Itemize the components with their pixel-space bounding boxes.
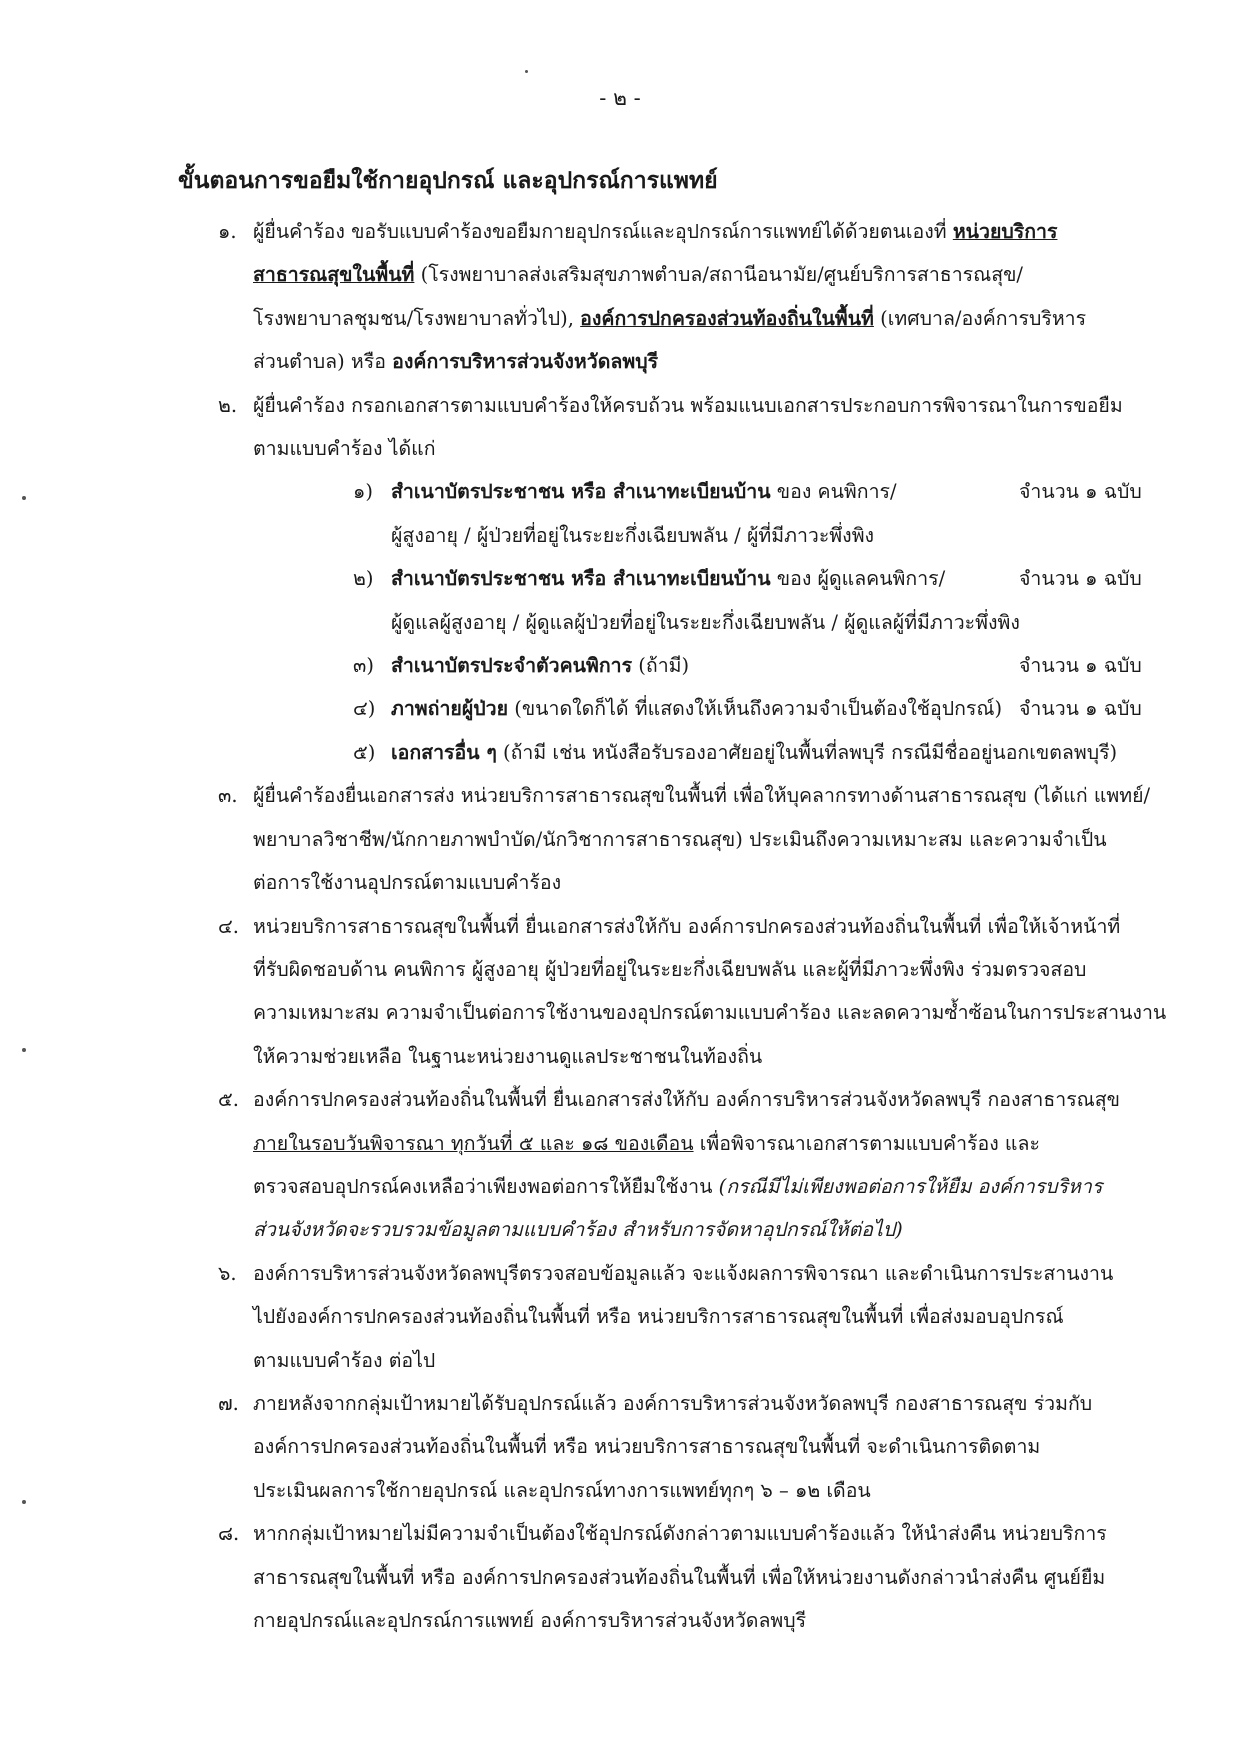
- text-run: ภาพถ่ายผู้ป่วย: [391, 697, 509, 721]
- step-number: ๔.: [218, 914, 239, 938]
- text-run: (ถ้ามี): [632, 654, 690, 678]
- procedure-steps: [218, 210, 1173, 1642]
- step-text-line: [253, 1512, 1173, 1555]
- text-run: ผู้ยื่นคำร้อง กรอกเอกสารตามแบบคำร้องให้ครบถ้วน พร้อมแนบเอกสารประกอบการพิจารณาในการขอยืม: [253, 393, 1123, 417]
- procedure-step: [218, 774, 1173, 904]
- step-text-line: [253, 1556, 1173, 1599]
- text-run: ความเหมาะสม ความจำเป็นต่อการใช้งานของอุปกรณ์ตามแบบคำร้อง และลดความซ้ำซ้อนในการประสานงาน: [253, 1001, 1167, 1025]
- text-run: สำเนาบัตรประจำตัวคนพิการ: [391, 654, 633, 678]
- text-run: เพื่อพิจารณาเอกสารตามแบบคำร้อง และ: [693, 1131, 1040, 1155]
- procedure-step: [218, 1512, 1173, 1642]
- text-run: หน่วยบริการสาธารณสุขในพื้นที่ ยื่นเอกสารส่งให้กับ องค์การปกครองส่วนท้องถิ่นในพื้นที่ เพื่อให้เจ้าหน้าที่: [253, 914, 1121, 938]
- step-text-line: [253, 1469, 1173, 1512]
- text-run: ของ ผู้ดูแลคนพิการ/: [770, 567, 946, 591]
- step-text-line: [253, 1382, 1173, 1425]
- required-document-item: [253, 731, 1173, 774]
- document-text-line: [353, 687, 1173, 730]
- procedure-step: [218, 1252, 1173, 1382]
- step-text-line: [253, 1208, 1173, 1251]
- document-number: ๒): [353, 567, 374, 591]
- text-run: สาธารณสุขในพื้นที่ หรือ องค์การปกครองส่วนท้องถิ่นในพื้นที่ เพื่อให้หน่วยงานดังกล่าวนำส่งคืน ศูนย์ยืม: [253, 1565, 1106, 1589]
- document-number: ๕): [353, 740, 376, 764]
- text-run: ผู้ดูแลผู้สูงอายุ / ผู้ดูแลผู้ป่วยที่อยู่ในระยะกึ่งเฉียบพลัน / ผู้ดูแลผู้ที่มีภาวะพึ่งพิง: [391, 610, 1020, 634]
- step-text-line: [253, 210, 1173, 253]
- procedure-step: [218, 1078, 1173, 1252]
- step-text-line: [253, 1599, 1173, 1642]
- text-run: ผู้สูงอายุ / ผู้ป่วยที่อยู่ในระยะกึ่งเฉียบพลัน / ผู้ที่มีภาวะพึ่งพิง: [391, 523, 875, 547]
- document-text-line: [353, 731, 1173, 774]
- step-text-line: [253, 1035, 1173, 1078]
- text-run: หน่วยบริการ: [952, 220, 1058, 243]
- text-run: หากกลุ่มเป้าหมายไม่มีความจำเป็นต้องใช้อุปกรณ์ดังกล่าวตามแบบคำร้องแล้ว ให้นำส่งคืน หน่วยบริการ: [253, 1522, 1107, 1546]
- procedure-step: [218, 1382, 1173, 1512]
- text-run: พยาบาลวิชาชีพ/นักกายภาพบำบัด/นักวิชาการสาธารณสุข) ประเมินถึงความเหมาะสม และความจำเป็น: [253, 827, 1107, 851]
- page-title: ขั้นตอนการขอยืมใช้กายอุปกรณ์ และอุปกรณ์การแพทย์: [178, 167, 718, 194]
- step-text-line: [253, 905, 1173, 948]
- step-text-line: [253, 427, 1173, 470]
- copies-count: จำนวน ๑ ฉบับ: [1019, 697, 1142, 721]
- step-number: ๕.: [218, 1088, 239, 1112]
- text-run: ต่อการใช้งานอุปกรณ์ตามแบบคำร้อง: [253, 871, 562, 895]
- step-text-line: [253, 1295, 1173, 1338]
- step-text-line: [253, 861, 1173, 904]
- text-run: ผู้ยื่นคำร้องยื่นเอกสารส่ง หน่วยบริการสาธารณสุขในพื้นที่ เพื่อให้บุคลากรทางด้านสาธารณสุข (ได้แก่ แพทย์/: [253, 784, 1151, 808]
- step-text-line: [253, 948, 1173, 991]
- text-run: (เทศบาล/องค์การบริหาร: [873, 306, 1087, 330]
- text-run: ภายในรอบวันพิจารณา ทุกวันที่ ๕ และ ๑๘ ของเดือน: [253, 1131, 694, 1155]
- procedure-step: [218, 384, 1173, 775]
- step-number: ๘.: [218, 1522, 240, 1546]
- step-number: ๒.: [218, 393, 238, 417]
- text-run: (ถ้ามี เช่น หนังสือรับรองอาศัยอยู่ในพื้นที่ลพบุรี กรณีมีชื่ออยู่นอกเขตลพบุรี): [496, 740, 1118, 764]
- text-run: ภายหลังจากกลุ่มเป้าหมายได้รับอุปกรณ์แล้ว องค์การบริหารส่วนจังหวัดลพบุรี กองสาธารณสุข ร่วมกับ: [253, 1391, 1093, 1415]
- text-run: ส่วนตำบล) หรือ: [253, 350, 393, 374]
- document-text-line: [353, 644, 1173, 687]
- text-run: ไปยังองค์การปกครองส่วนท้องถิ่นในพื้นที่ หรือ หน่วยบริการสาธารณสุขในพื้นที่ เพื่อส่งมอบอุปกรณ์: [253, 1305, 1064, 1329]
- document-text-line: [353, 514, 1173, 557]
- text-run: สำเนาบัตรประชาชน หรือ สำเนาทะเบียนบ้าน: [391, 480, 771, 504]
- text-run: ตรวจสอบอุปกรณ์คงเหลือว่าเพียงพอต่อการให้ยืมใช้งาน: [253, 1174, 719, 1198]
- text-run: ตามแบบคำร้อง ได้แก่: [253, 437, 436, 461]
- copies-count: จำนวน ๑ ฉบับ: [1019, 480, 1142, 504]
- document-number: ๔): [353, 697, 376, 721]
- text-run: องค์การบริหารส่วนจังหวัดลพบุรี: [392, 350, 659, 374]
- step-text-line: [253, 1078, 1173, 1121]
- document-text-line: [353, 557, 1173, 600]
- required-documents-list: [253, 470, 1173, 774]
- document-number: ๑): [353, 480, 373, 504]
- text-run: องค์การปกครองส่วนท้องถิ่นในพื้นที่ หรือ หน่วยบริการสาธารณสุขในพื้นที่ จะดำเนินการติดตาม: [253, 1435, 1041, 1459]
- step-text-line: [253, 1122, 1173, 1165]
- step-text-line: [253, 1165, 1173, 1208]
- text-run: เอกสารอื่น ๆ: [391, 740, 497, 764]
- text-run: องค์การบริหารส่วนจังหวัดลพบุรีตรวจสอบข้อมูลแล้ว จะแจ้งผลการพิจารณา และดำเนินการประสานงาน: [253, 1261, 1114, 1285]
- required-document-item: [253, 557, 1173, 644]
- step-number: ๓.: [218, 784, 238, 808]
- procedure-step: [218, 210, 1173, 384]
- text-run: ผู้ยื่นคำร้อง ขอรับแบบคำร้องขอยืมกายอุปกรณ์และอุปกรณ์การแพทย์ได้ด้วยตนเองที่: [253, 220, 953, 243]
- text-run: ส่วนจังหวัดจะรวบรวมข้อมูลตามแบบคำร้อง สำหรับการจัดหาอุปกรณ์ให้ต่อไป): [253, 1218, 903, 1242]
- step-text-line: [253, 340, 1173, 383]
- text-run: ที่รับผิดชอบด้าน คนพิการ ผู้สูงอายุ ผู้ป่วยที่อยู่ในระยะกึ่งเฉียบพลัน และผู้ที่มีภาวะพึ่งพิง ร่วมตรวจสอบ: [253, 957, 1087, 981]
- procedure-step: [218, 905, 1173, 1079]
- scan-speck: [22, 496, 26, 500]
- document-number: ๓): [353, 654, 374, 678]
- step-number: ๗.: [218, 1391, 239, 1415]
- document-text-line: [353, 470, 1173, 513]
- text-run: สำเนาบัตรประชาชน หรือ สำเนาทะเบียนบ้าน: [391, 567, 771, 591]
- text-run: (ขนาดใดก็ได้ ที่แสดงให้เห็นถึงความจำเป็นต้องใช้อุปกรณ์): [508, 697, 1003, 721]
- text-run: (โรงพยาบาลส่งเสริมสุขภาพตำบล/สถานีอนามัย/ศูนย์บริการสาธารณสุข/: [414, 263, 1024, 287]
- text-run: ให้ความช่วยเหลือ ในฐานะหน่วยงานดูแลประชาชนในท้องถิ่น: [253, 1044, 763, 1068]
- step-text-line: [253, 253, 1173, 296]
- step-text-line: [253, 818, 1173, 861]
- step-text-line: [253, 1425, 1173, 1468]
- text-run: องค์การปกครองส่วนท้องถิ่นในพื้นที่: [580, 306, 874, 330]
- required-document-item: [253, 687, 1173, 730]
- text-run: ประเมินผลการใช้กายอุปกรณ์ และอุปกรณ์ทางการแพทย์ทุกๆ ๖ – ๑๒ เดือน: [253, 1478, 871, 1502]
- document-text-line: [353, 601, 1173, 644]
- page-number: - ๒ -: [599, 86, 641, 110]
- text-run: องค์การปกครองส่วนท้องถิ่นในพื้นที่ ยื่นเอกสารส่งให้กับ องค์การบริหารส่วนจังหวัดลพบุรี กองสาธารณสุข: [253, 1088, 1121, 1112]
- required-document-item: [253, 470, 1173, 557]
- step-number: ๑.: [218, 220, 237, 243]
- scan-speck: [525, 70, 528, 73]
- text-run: สาธารณสุขในพื้นที่: [253, 263, 415, 287]
- step-text-line: [253, 774, 1173, 817]
- text-run: ของ คนพิการ/: [770, 480, 897, 504]
- text-run: โรงพยาบาลชุมชน/โรงพยาบาลทั่วไป),: [253, 306, 581, 330]
- text-run: ตามแบบคำร้อง ต่อไป: [253, 1348, 436, 1372]
- step-text-line: [253, 991, 1173, 1034]
- scan-speck: [22, 1500, 26, 1504]
- step-text-line: [253, 1252, 1173, 1295]
- copies-count: จำนวน ๑ ฉบับ: [1019, 567, 1142, 591]
- required-document-item: [253, 644, 1173, 687]
- step-text-line: [253, 297, 1173, 340]
- step-number: ๖.: [218, 1261, 237, 1285]
- text-run: กายอุปกรณ์และอุปกรณ์การแพทย์ องค์การบริหารส่วนจังหวัดลพบุรี: [253, 1609, 807, 1632]
- text-run: (กรณีมีไม่เพียงพอต่อการให้ยืม องค์การบริหาร: [718, 1174, 1103, 1198]
- scan-speck: [22, 1048, 26, 1052]
- copies-count: จำนวน ๑ ฉบับ: [1019, 654, 1142, 678]
- step-text-line: [253, 384, 1173, 427]
- step-text-line: [253, 1339, 1173, 1382]
